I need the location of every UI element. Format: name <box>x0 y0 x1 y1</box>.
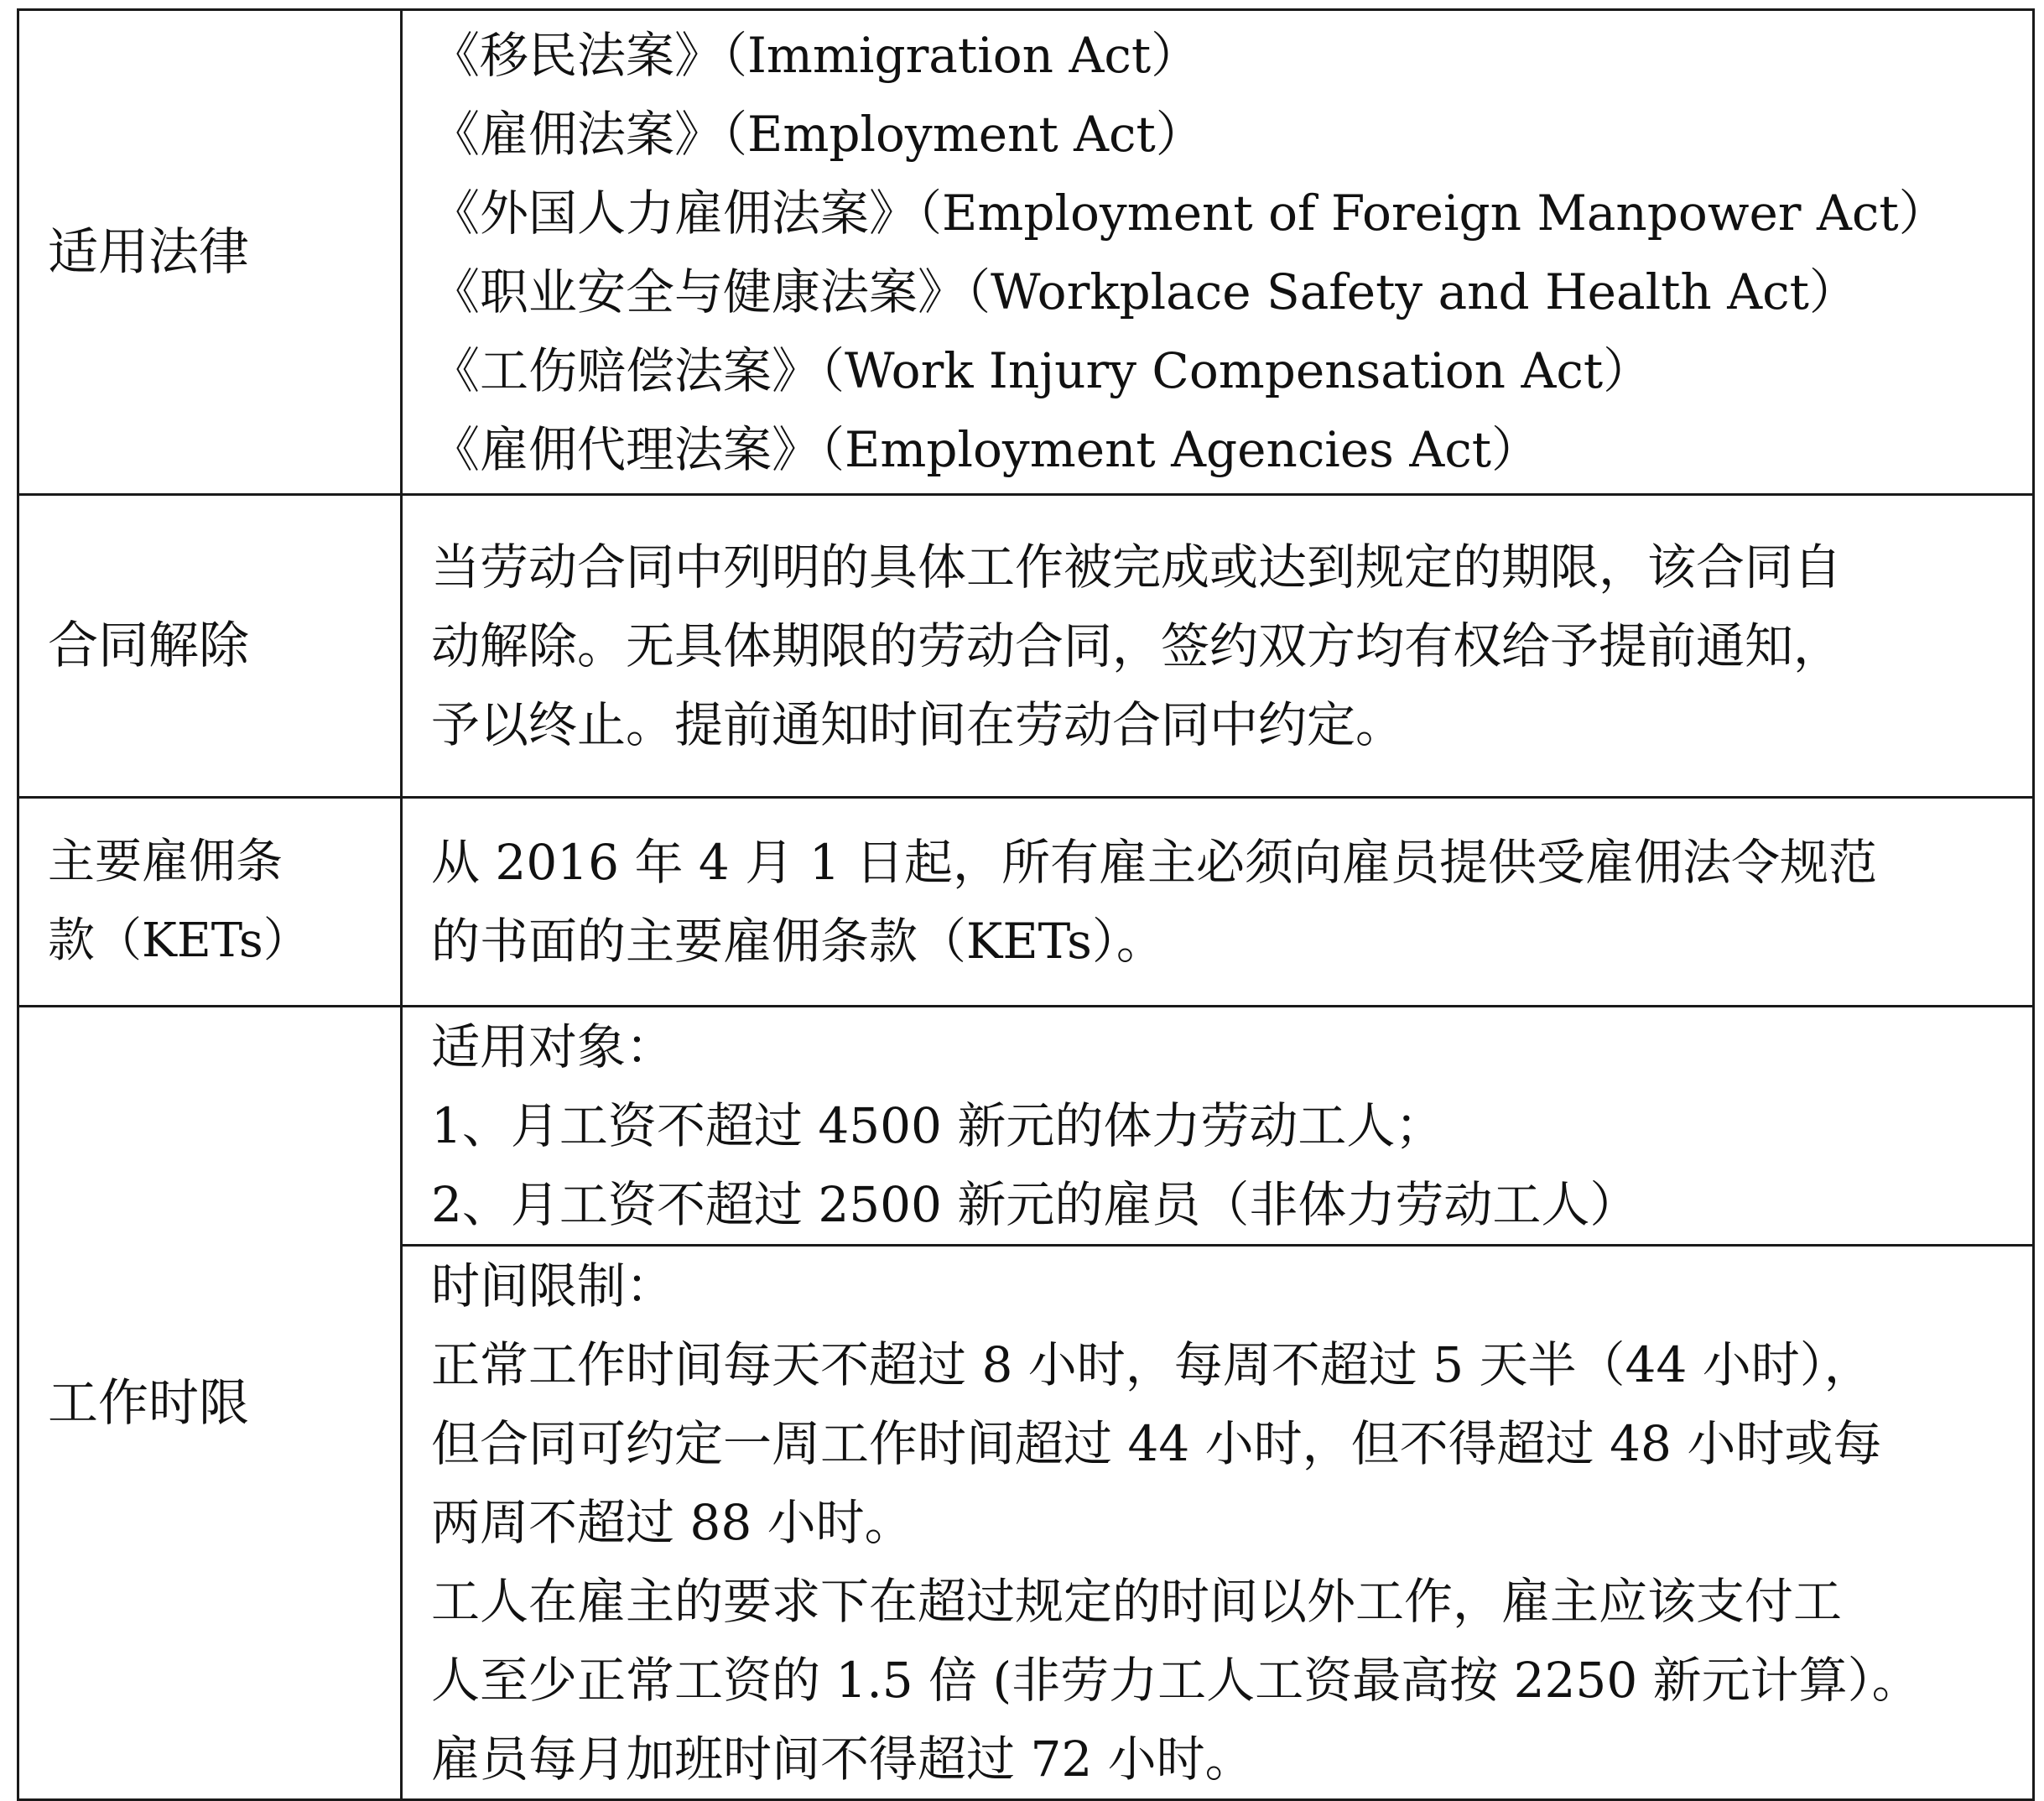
text-line: 予以终止。提前通知时间在劳动合同中约定。 <box>431 696 1405 753</box>
table-row-applicable-laws <box>18 10 2034 495</box>
label-contract-termination: 合同解除 <box>18 495 402 798</box>
text-line: 工人在雇主的要求下在超过规定的时间以外工作，雇主应该支付工 <box>431 1573 1843 1630</box>
law-item: 《雇佣代理法案》（Employment Agencies Act） <box>431 420 1541 478</box>
label-applicable-laws: 适用法律 <box>18 10 402 495</box>
text-line: 但合同可约定一周工作时间超过 44 小时，但不得超过 48 小时或每 <box>431 1415 1882 1472</box>
law-item: 《外国人力雇佣法案》（Employment of Foreign Manpower Act） <box>431 184 1948 242</box>
text-line: 的书面的主要雇佣条款（KETs）。 <box>431 913 1165 970</box>
text-line: 动解除。无具体期限的劳动合同，签约双方均有权给予提前通知， <box>431 617 1843 674</box>
text-line: 雇员每月加班时间不得超过 72 小时。 <box>431 1731 1254 1788</box>
working-hours-limits <box>402 1246 2034 1800</box>
scope-item: 2、月工资不超过 2500 新元的雇员（非体力劳动工人） <box>431 1176 1639 1233</box>
law-item: 《移民法案》（Immigration Act） <box>431 26 1200 84</box>
text-line: 正常工作时间每天不超过 8 小时，每周不超过 5 天半（44 小时）， <box>431 1336 1873 1393</box>
text-line: 两周不超过 88 小时。 <box>431 1494 913 1551</box>
kets-text <box>402 798 2034 1007</box>
law-item: 《雇佣法案》（Employment Act） <box>431 105 1204 163</box>
limits-heading: 时间限制： <box>431 1257 675 1314</box>
law-item: 《工伤赔偿法案》（Work Injury Compensation Act） <box>431 341 1652 399</box>
label-working-hours: 工作时限 <box>18 1007 402 1800</box>
table-row-kets <box>18 798 2034 1007</box>
label-line: 主要雇佣条 <box>48 835 283 889</box>
scope-heading: 适用对象： <box>431 1018 675 1075</box>
label-line: 款（KETs） <box>48 914 310 968</box>
text-line: 人至少正常工资的 1.5 倍 (非劳力工人工资最高按 2250 新元计算）。 <box>431 1652 1921 1709</box>
employment-law-table <box>17 8 2035 1801</box>
text-line: 从 2016 年 4 月 1 日起，所有雇主必须向雇员提供受雇佣法令规范 <box>431 834 1878 891</box>
table-row-contract-termination <box>18 495 2034 798</box>
label-kets <box>18 798 402 1007</box>
law-item: 《职业安全与健康法案》（Workplace Safety and Health Act） <box>431 263 1858 320</box>
text-line: 当劳动合同中列明的具体工作被完成或达到规定的期限，该合同自 <box>431 539 1843 596</box>
working-hours-scope <box>402 1007 2034 1246</box>
contract-termination-text <box>402 495 2034 798</box>
laws-list <box>402 10 2034 495</box>
scope-item: 1、月工资不超过 4500 新元的体力劳动工人； <box>431 1097 1444 1154</box>
table-row-working-hours-scope <box>18 1007 2034 1246</box>
